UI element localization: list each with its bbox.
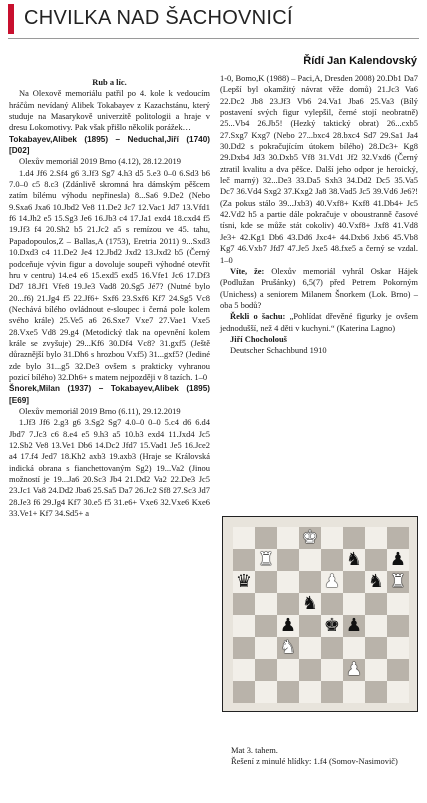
did-you-know-text: Olexův memoriál vyhrál Oskar Hájek (Podlužan Prušánky) 6,5(7) před Petrem Pokorným (Unichess) a seniorem Milanem Šnorkem (Lok. Brno) – oba 5 bodů?: [220, 265, 419, 310]
board-square: [299, 681, 321, 703]
left-column: [9, 77, 210, 519]
black-king-icon: ♚: [321, 615, 343, 637]
board-square: [255, 637, 277, 659]
board-square: [387, 681, 409, 703]
right-column: [220, 73, 418, 357]
problem-source: Deutscher Schachbund 1910: [230, 345, 327, 356]
board-square: [365, 637, 387, 659]
board-square: [255, 571, 277, 593]
quote-text: „Pohlídat dřevěné figurky je ovšem jednodušší, než 4 děti v kuchyni.“ (Katerina Lagno): [220, 311, 419, 333]
board-square: [277, 527, 299, 549]
board-square: [299, 659, 321, 681]
board-square: [343, 527, 365, 549]
did-you-know-title: Víte, že:: [230, 265, 265, 276]
board-square: [343, 571, 365, 593]
board-square: [255, 681, 277, 703]
board-square: [299, 637, 321, 659]
header-rule: [8, 38, 419, 39]
board-square: [255, 527, 277, 549]
board-square: [299, 549, 321, 571]
game2-moves-continued: 1-0, Bomo,K (1988) – Paci,A, Dresden 2008) 20.Db1 Da7 (Lepší byl okamžitý návrat věže domů) 21.Jc3 Va6 22.Dc2 Jb8 23.Jf3 Vb6 24.Va1 Jba6 25.Va3 (Bílý postavení svých figur vylepšil, černé stojí neobratně) 25...Vb4 26.Jb5! (Hezký taktický obrat) 26...cxb5 27.Sxg7 Kxg7 (Nebo 27...bxc4 28.bxc4 Sd7 29.Sa1 Ja4 30.Dd2 s pokračujícím útokem bílého) 28.Dc3+ Kg8 29.Dxb4 Jd3 30.Dxb5 Vf8 31.Vd1 Jf2 32.Vxd6 (Černý ztratil kvalitu a dva pěšce. Další jeho odpor je heroický, leč marný) 32...De3 33.Da5 Sxh3 34.Dd2 Dc5 35.Va5 Dc7 36.Vd4 Sxg2 37.Kxg2 Ja8 38.Vad5 Jc5 39.Vd6 Je6?! (Za pokus stálo 39...Jxb3) 40.Vxf8+ Kxf8 41.Db4+ Jc5 42.Vd2 h5 a partie dále pokračuje v oboustranně časové tísni, kde se může stát cokoliv) 40.Vxf8+ Jxf8 41.Vd8 Je3+ 42.Kg1 Db6 43.Dd6 Jxc4+ 44.Dxb6 Jxb6 45.Vb8 Kg7 46.Vxb7 Jfd7 47.Je5 Jxe5 48.fxe5 a černý se vzdal. 1–0: [220, 73, 418, 265]
board-square: [233, 681, 255, 703]
board-square: [321, 549, 343, 571]
white-knight-icon: ♞: [277, 637, 299, 659]
board-square: [299, 571, 321, 593]
board-square: [343, 593, 365, 615]
previous-solution: Řešení z minulé hlídky: 1.f4 (Somov-Nasimovič): [231, 756, 398, 767]
white-rook-icon: ♜: [255, 549, 277, 571]
board-square: [321, 637, 343, 659]
board-square: [365, 527, 387, 549]
quote-title: Řekli o šachu:: [230, 311, 286, 322]
board-square: [233, 615, 255, 637]
board-square: [343, 637, 365, 659]
board-square: [277, 571, 299, 593]
board-square: [365, 593, 387, 615]
white-pawn-icon: ♟: [321, 571, 343, 593]
board-square: [277, 549, 299, 571]
board-square: [321, 659, 343, 681]
black-pawn-icon: ♟: [277, 615, 299, 637]
intro-text: Na Olexově memoriálu patřil po 4. kole k vedoucím hráčům nevídaný Alibek Tokabayev z Kazachstánu, který studuje na Masarykově univerzitě politologii a hraje v dresu Lokomotivy. Pak však přišlo několik porážek…: [9, 88, 210, 133]
black-knight-icon: ♞: [365, 571, 387, 593]
board-square: [233, 637, 255, 659]
board-square: [387, 593, 409, 615]
game1-source: Olexův memoriál 2019 Brno (4.12), 28.12.2019: [19, 156, 181, 167]
board-square: [387, 615, 409, 637]
game2-moves: 1.Jf3 Jf6 2.g3 g6 3.Sg2 Sg7 4.0–0 0–0 5.c4 d6 6.d4 Jbd7 7.Jc3 c6 8.e4 e5 9.h3 a5 10.b3 exd4 11.Jxd4 Jc5 12.Sb2 Ve8 13.Ve1 Db6 14.Dc2 Jfd7 15.Vad1 Je5 16.Jce2 a4 17.f4 Jed7 18.Kh2 axb3 19.axb3 (Hraje se Královská indická obrana s fianchettovaným Sg2) 19...Va2 (Jinou možností je 19...Ja6 20.Sc3 Jb4 21.Dd2 Va2 22.De3 Jc5 23.Jc1 Va8 24.Dd2 Jba6 25.Sa5 Da7 26.Jc2 Sf8 27.Sc3 Jd7 28.Je3 f6 29.Jg4 Kf7 30.e5 f5 31.e6+ Vxe6 32.Vxe6 Kxe6 33.Ve1+ Kf7 34.Sd5+ a: [9, 417, 210, 519]
black-pawn-icon: ♟: [343, 615, 365, 637]
game1-header: Tokabayev,Alibek (1895) – Neduchal,Jiří (1740) [D02]: [9, 134, 210, 156]
game2-header: Šnorek,Milan (1937) – Tokabayev,Alibek (1895) [E69]: [9, 384, 210, 405]
white-king-icon: ♚: [299, 527, 321, 549]
section-header: [8, 4, 419, 34]
black-knight-icon: ♞: [299, 593, 321, 615]
game2-source: Olexův memoriál 2019 Brno (6.11), 29.12.2019: [19, 405, 181, 416]
board-square: [233, 593, 255, 615]
problem-footer: [231, 745, 418, 768]
game1-moves: 1.d4 Jf6 2.Sf4 g6 3.Jf3 Sg7 4.h3 d5 5.e3 0–0 6.Sd3 b6 7.0–0 c5 8.c3 (Zdánlivě skromná hra dámským pěšcem zatím bílému výhodu nepřinesla) 8...Sa6 9.De2 (Nebo 9.Sxa6 Jxa6 10.Jbd2 Ve8 11.De2 Jc7 12.Vac1 Jd7 13.Vfd1 f6 14.Jh2 e5 15.Sg3 Je6 16.Jb3 c4 17.Ja1 exd4 18.cxd4 f5 19.Jf3 f4 20.Sh2 b5 21.Jc2 a5 s remízou ve 45. tahu, Papadopoulos,Z – Ballas,A (1753), Eretria 2011) 9...Sxd3 10.Dxd3 c4 11.De2 Je4 12.Jbd2 Jxd2 13.Jxd2 b5 (Černý podceňuje vývin figur a dovoluje soupeři výhodné otevřít hru v centru) 14.e4 e6 15.exd5 exd5 16.Vfe1 Jc6 17.Df3 Dd7 18.Jf1 Vfe8 19.Je3 Vad8 20.Sg5 Jé7? (Nutné bylo 20...f6) 21.Jg4 f5 22.Jf6+ Sxf6 23.Sxf6 Kf7 24.Sg5 Vc8 (Nechává bílého ovládnout e-sloupec i černá pole kolem svého krále) 25.Ve5 a6 26.Sxe7 Vxe7 27.Vae1 Vxe5 28.Vxe5 Vd8 29.g4 (Metodický tlak na opevnění kolem krále se zvyšuje) 29...Kf6 30.Df4 Vc8? 31.gxf5 (Ještě důraznější bylo 31.Dh6 s hrozbou Vxf5) 31...gxf5? (Jediné zde bylo 31...g5 32.De3 ovšem s prakticky vyhranou pozicí bílého) 32.Dh6+ s matem nejpozději v 8 tazích. 1–0: [9, 167, 210, 382]
board-square: [277, 593, 299, 615]
board-square: [277, 681, 299, 703]
board-square: [365, 681, 387, 703]
board-square: [255, 593, 277, 615]
black-pawn-icon: ♟: [387, 549, 409, 571]
board-square: [365, 659, 387, 681]
board-square: [387, 637, 409, 659]
problem-author: Jiří Chocholouš: [230, 333, 287, 344]
board-square: [321, 681, 343, 703]
chess-board-diagram: [222, 516, 418, 712]
black-knight-icon: ♞: [343, 549, 365, 571]
board-square: [233, 549, 255, 571]
board-square: [365, 615, 387, 637]
white-pawn-icon: ♟: [343, 659, 365, 681]
board-square: [321, 527, 343, 549]
board-square: [387, 527, 409, 549]
problem-stipulation: Mat 3. tahem.: [231, 745, 278, 755]
black-queen-icon: ♛: [233, 571, 255, 593]
board-square: [233, 527, 255, 549]
chess-board-grid: [233, 527, 409, 703]
section-title: CHVILKA NAD ŠACHOVNICÍ: [24, 7, 293, 29]
board-square: [343, 681, 365, 703]
board-square: [233, 659, 255, 681]
board-square: [299, 615, 321, 637]
white-rook-icon: ♜: [387, 571, 409, 593]
board-square: [277, 659, 299, 681]
column-editor: Řídí Jan Kalendovský: [303, 55, 417, 67]
board-square: [321, 593, 343, 615]
board-square: [387, 659, 409, 681]
board-square: [365, 549, 387, 571]
intro-title: Rub a líc.: [92, 77, 127, 87]
board-square: [255, 659, 277, 681]
board-square: [255, 615, 277, 637]
